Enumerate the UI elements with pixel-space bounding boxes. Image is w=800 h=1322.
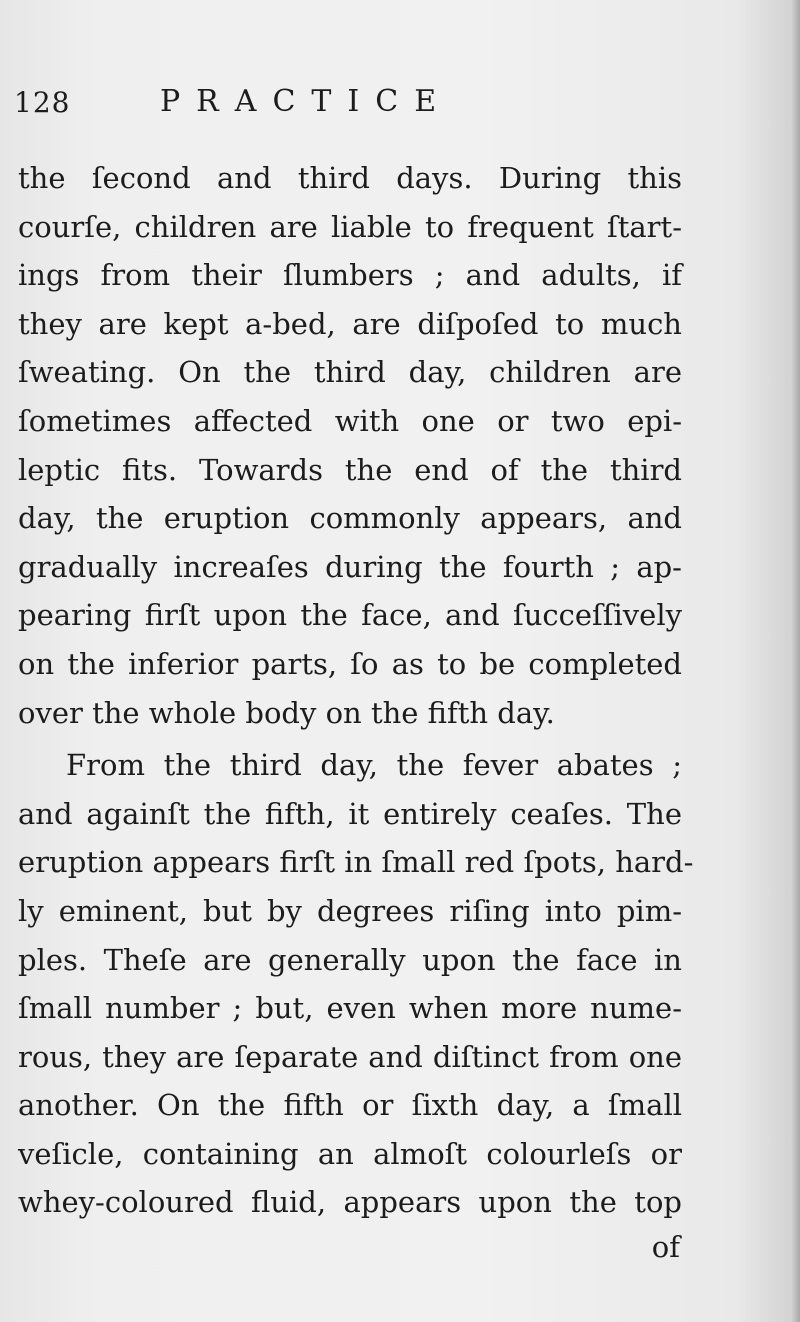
- paragraph-2: [18, 741, 694, 1227]
- catchword: of: [651, 1230, 680, 1264]
- text-line: ſweating. On the third day, children are: [18, 355, 682, 390]
- text-line: rous, they are ſeparate and diſtinct from one: [18, 1039, 682, 1074]
- text-line: eruption appears firſt in ſmall red ſpots, hard-: [18, 845, 694, 880]
- text-line: ſmall number ; but, even when more nume-: [18, 991, 682, 1026]
- paragraph-1: [18, 154, 682, 737]
- text-line: ſometimes affected with one or two epi-: [18, 403, 682, 438]
- text-line: the ſecond and third days. During this: [18, 161, 682, 195]
- text-line: courſe, children are liable to frequent ſtart-: [18, 209, 682, 244]
- page-number: 128: [14, 86, 71, 119]
- text-line: and againſt the fifth, it entirely ceaſes. The: [18, 796, 682, 831]
- text-line: pearing firſt upon the face, and ſucceſſively: [18, 598, 682, 633]
- text-line: leptic fits. Towards the end of the third: [18, 452, 682, 487]
- text-line: From the third day, the fever abates ;: [66, 748, 682, 783]
- page-header: [14, 80, 714, 130]
- text-line: gradually increaſes during the fourth ; ap-: [18, 549, 682, 584]
- text-line: over the whole body on the fifth day.: [18, 695, 555, 730]
- body-text: [18, 154, 694, 1227]
- text-line: whey-coloured fluid, appears upon the top: [18, 1185, 682, 1220]
- page-edge-shadow: [790, 0, 800, 1322]
- text-line: another. On the fifth or ſixth day, a ſmall: [18, 1088, 682, 1123]
- text-line: ly eminent, but by degrees riſing into pim-: [18, 893, 682, 928]
- text-line: ings from their ſlumbers ; and adults, if: [18, 258, 682, 293]
- text-line: ples. Theſe are generally upon the face in: [18, 942, 682, 977]
- running-head: PRACTICE: [160, 84, 453, 119]
- text-line: veſicle, containing an almoſt colourleſs or: [18, 1136, 682, 1171]
- text-line: they are kept a-bed, are diſpoſed to much: [18, 306, 682, 341]
- text-line: on the inferior parts, ſo as to be completed: [18, 646, 682, 681]
- text-line: day, the eruption commonly appears, and: [18, 501, 682, 536]
